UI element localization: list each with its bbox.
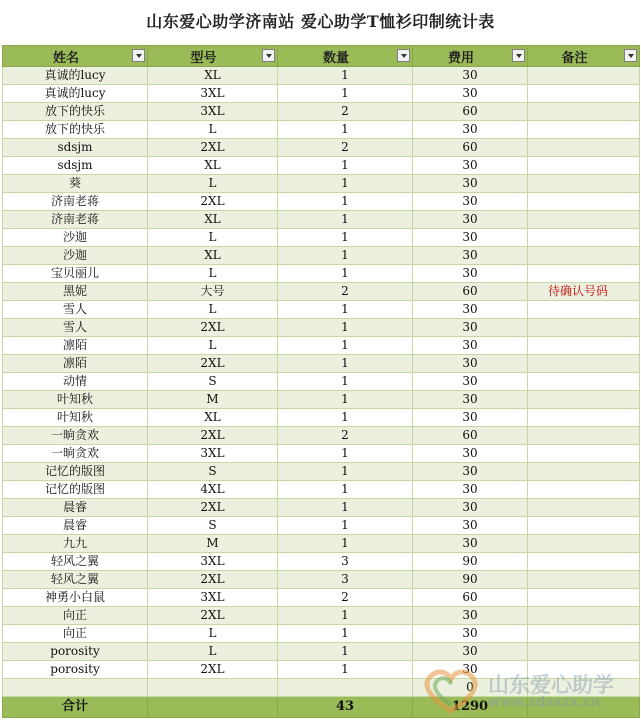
- table-row: [3, 535, 640, 553]
- sheet-title: 山东爱心助学济南站 爱心助学T恤衫印制统计表: [146, 11, 495, 31]
- cell-note[interactable]: [528, 319, 640, 337]
- cell-note[interactable]: [528, 625, 640, 643]
- cell-quantity[interactable]: 1: [278, 643, 413, 661]
- table-row: [3, 319, 640, 337]
- cell-quantity[interactable]: 1: [278, 211, 413, 229]
- table-row: [3, 157, 640, 175]
- cell-note[interactable]: [528, 607, 640, 625]
- cell-size[interactable]: L: [148, 337, 278, 355]
- cell-size[interactable]: 大号: [148, 283, 278, 301]
- table-row: [3, 337, 640, 355]
- cell-size[interactable]: [148, 679, 278, 697]
- cell-name[interactable]: 叶知秋: [3, 409, 148, 427]
- filter-dropdown-icon[interactable]: [132, 49, 145, 62]
- cell-name[interactable]: 轻风之翼: [3, 553, 148, 571]
- cell-fee[interactable]: 30: [413, 445, 528, 463]
- table-row: [3, 193, 640, 211]
- cell-note[interactable]: [528, 355, 640, 373]
- table-row: [3, 175, 640, 193]
- cell-size[interactable]: XL: [148, 157, 278, 175]
- header-label: 型号: [190, 50, 217, 66]
- cell-note[interactable]: [528, 229, 640, 247]
- filter-dropdown-icon[interactable]: [397, 49, 410, 62]
- tshirt-table: [2, 45, 640, 718]
- cell-quantity[interactable]: 1: [278, 355, 413, 373]
- header-fee: [413, 46, 528, 67]
- cell-note[interactable]: [528, 157, 640, 175]
- header-label: 费用: [447, 50, 474, 66]
- table-row: [3, 211, 640, 229]
- table-row: [3, 481, 640, 499]
- cell-note[interactable]: [528, 553, 640, 571]
- cell-name[interactable]: 记忆的版图: [3, 481, 148, 499]
- table-row: [3, 661, 640, 679]
- cell-size[interactable]: 3XL: [148, 103, 278, 121]
- header-label: 姓名: [52, 50, 79, 66]
- cell-size[interactable]: S: [148, 463, 278, 481]
- table-row: [3, 445, 640, 463]
- cell-note[interactable]: [528, 661, 640, 679]
- cell-quantity[interactable]: 1: [278, 175, 413, 193]
- cell-size[interactable]: XL: [148, 409, 278, 427]
- cell-fee[interactable]: 60: [413, 139, 528, 157]
- cell-note[interactable]: [528, 499, 640, 517]
- cell-name[interactable]: porosity: [3, 661, 148, 679]
- table-row: [3, 607, 640, 625]
- cell-size[interactable]: M: [148, 391, 278, 409]
- cell-name[interactable]: 轻风之翼: [3, 571, 148, 589]
- cell-note[interactable]: [528, 175, 640, 193]
- cell-name[interactable]: 晨睿: [3, 499, 148, 517]
- cell-size[interactable]: 2XL: [148, 139, 278, 157]
- blank-row: [3, 679, 640, 697]
- cell-name[interactable]: porosity: [3, 643, 148, 661]
- cell-fee[interactable]: 90: [413, 553, 528, 571]
- cell-note[interactable]: [528, 589, 640, 607]
- cell-quantity[interactable]: 1: [278, 661, 413, 679]
- cell-size[interactable]: 2XL: [148, 661, 278, 679]
- cell-size[interactable]: 4XL: [148, 481, 278, 499]
- cell-name[interactable]: 凛陌: [3, 355, 148, 373]
- cell-quantity[interactable]: 1: [278, 463, 413, 481]
- table-row: [3, 499, 640, 517]
- table-row: [3, 355, 640, 373]
- cell-quantity[interactable]: 1: [278, 265, 413, 283]
- table-row: [3, 409, 640, 427]
- cell-size[interactable]: [148, 697, 278, 718]
- cell-size[interactable]: 3XL: [148, 589, 278, 607]
- header-quantity: [278, 46, 413, 67]
- cell-fee[interactable]: 30: [413, 301, 528, 319]
- cell-size[interactable]: XL: [148, 211, 278, 229]
- cell-fee[interactable]: 30: [413, 499, 528, 517]
- cell-name[interactable]: 济南老蒋: [3, 193, 148, 211]
- cell-quantity[interactable]: 3: [278, 553, 413, 571]
- cell-note[interactable]: [528, 67, 640, 85]
- cell-fee[interactable]: 30: [413, 625, 528, 643]
- cell-name[interactable]: 雪人: [3, 319, 148, 337]
- cell-quantity[interactable]: 1: [278, 319, 413, 337]
- cell-name[interactable]: 沙迦: [3, 247, 148, 265]
- table-body: [3, 67, 640, 679]
- table-row: [3, 229, 640, 247]
- table-row: [3, 67, 640, 85]
- cell-note[interactable]: [528, 337, 640, 355]
- cell-fee[interactable]: 30: [413, 517, 528, 535]
- cell-note[interactable]: [528, 211, 640, 229]
- header-label: 备注: [561, 50, 588, 66]
- table-row: [3, 517, 640, 535]
- cell-fee[interactable]: 60: [413, 589, 528, 607]
- cell-fee[interactable]: 30: [413, 211, 528, 229]
- cell-fee[interactable]: 30: [413, 391, 528, 409]
- cell-quantity[interactable]: 1: [278, 247, 413, 265]
- table-row: [3, 103, 640, 121]
- cell-name[interactable]: 晨睿: [3, 517, 148, 535]
- cell-fee[interactable]: 30: [413, 121, 528, 139]
- cell-quantity[interactable]: 1: [278, 445, 413, 463]
- watermark-text: 山东爱心助学: [488, 673, 614, 697]
- filter-dropdown-icon[interactable]: [624, 49, 637, 62]
- cell-name[interactable]: 神勇小白鼠: [3, 589, 148, 607]
- cell-fee[interactable]: 30: [413, 643, 528, 661]
- cell-size[interactable]: 2XL: [148, 193, 278, 211]
- cell-note[interactable]: [528, 265, 640, 283]
- cell-quantity[interactable]: 1: [278, 193, 413, 211]
- cell-note[interactable]: [528, 391, 640, 409]
- cell-size[interactable]: 3XL: [148, 445, 278, 463]
- cell-name[interactable]: 一晌贪欢: [3, 445, 148, 463]
- cell-name[interactable]: [3, 679, 148, 697]
- cell-size[interactable]: L: [148, 175, 278, 193]
- cell-quantity[interactable]: 1: [278, 607, 413, 625]
- cell-quantity[interactable]: 1: [278, 157, 413, 175]
- cell-fee[interactable]: 30: [413, 175, 528, 193]
- cell-note[interactable]: [528, 247, 640, 265]
- cell-quantity[interactable]: 1: [278, 337, 413, 355]
- cell-quantity[interactable]: 2: [278, 283, 413, 301]
- table-row: [3, 283, 640, 301]
- total-fee[interactable]: 1290: [413, 697, 528, 718]
- table-row: [3, 391, 640, 409]
- cell-size[interactable]: 2XL: [148, 427, 278, 445]
- table-row: [3, 463, 640, 481]
- cell-name[interactable]: 九九: [3, 535, 148, 553]
- cell-name[interactable]: 动情: [3, 373, 148, 391]
- spreadsheet: [2, 45, 639, 718]
- cell-size[interactable]: XL: [148, 247, 278, 265]
- table-row: [3, 301, 640, 319]
- cell-name[interactable]: 放下的快乐: [3, 121, 148, 139]
- cell-quantity[interactable]: 1: [278, 409, 413, 427]
- cell-quantity[interactable]: 1: [278, 229, 413, 247]
- cell-fee[interactable]: 30: [413, 337, 528, 355]
- cell-quantity[interactable]: 1: [278, 391, 413, 409]
- cell-note[interactable]: [528, 301, 640, 319]
- cell-size[interactable]: L: [148, 229, 278, 247]
- cell-size[interactable]: L: [148, 265, 278, 283]
- cell-note[interactable]: 待确认号码: [528, 283, 640, 301]
- header-name: [3, 46, 148, 67]
- cell-size[interactable]: 2XL: [148, 571, 278, 589]
- cell-size[interactable]: 2XL: [148, 319, 278, 337]
- cell-quantity[interactable]: 2: [278, 139, 413, 157]
- cell-quantity[interactable]: 1: [278, 301, 413, 319]
- cell-name[interactable]: 凛陌: [3, 337, 148, 355]
- cell-name[interactable]: 真诚的lucy: [3, 67, 148, 85]
- cell-fee[interactable]: 30: [413, 157, 528, 175]
- cell-name[interactable]: 雪人: [3, 301, 148, 319]
- cell-note[interactable]: [528, 193, 640, 211]
- header-row: [3, 46, 640, 67]
- cell-note[interactable]: [528, 481, 640, 499]
- cell-note[interactable]: [528, 679, 640, 697]
- cell-name[interactable]: 济南老蒋: [3, 211, 148, 229]
- cell-quantity[interactable]: 2: [278, 427, 413, 445]
- cell-note[interactable]: [528, 445, 640, 463]
- cell-name[interactable]: 向正: [3, 607, 148, 625]
- cell-fee[interactable]: 30: [413, 85, 528, 103]
- cell-name[interactable]: sdsjm: [3, 139, 148, 157]
- cell-fee[interactable]: 30: [413, 661, 528, 679]
- cell-size[interactable]: XL: [148, 67, 278, 85]
- cell-note[interactable]: [528, 409, 640, 427]
- table-row: [3, 85, 640, 103]
- cell-name[interactable]: 放下的快乐: [3, 103, 148, 121]
- cell-fee[interactable]: 60: [413, 283, 528, 301]
- cell-note[interactable]: [528, 517, 640, 535]
- table-row: [3, 571, 640, 589]
- table-row: [3, 247, 640, 265]
- cell-size[interactable]: L: [148, 643, 278, 661]
- watermark-url: www.sdaxzx.cn: [488, 695, 601, 710]
- cell-name[interactable]: 一晌贪欢: [3, 427, 148, 445]
- cell-quantity[interactable]: 1: [278, 499, 413, 517]
- filter-dropdown-icon[interactable]: [512, 49, 525, 62]
- cell-fee[interactable]: 30: [413, 373, 528, 391]
- cell-size[interactable]: S: [148, 517, 278, 535]
- cell-note[interactable]: [528, 643, 640, 661]
- cell-fee[interactable]: 60: [413, 103, 528, 121]
- cell-quantity[interactable]: 2: [278, 103, 413, 121]
- cell-size[interactable]: 2XL: [148, 499, 278, 517]
- cell-size[interactable]: 2XL: [148, 607, 278, 625]
- table-row: [3, 373, 640, 391]
- total-label[interactable]: 合计: [3, 697, 148, 718]
- cell-quantity[interactable]: 1: [278, 517, 413, 535]
- cell-fee[interactable]: 30: [413, 409, 528, 427]
- cell-fee[interactable]: 30: [413, 355, 528, 373]
- cell-fee[interactable]: 0: [413, 679, 528, 697]
- cell-size[interactable]: 3XL: [148, 85, 278, 103]
- table-row: [3, 265, 640, 283]
- cell-fee[interactable]: 30: [413, 193, 528, 211]
- cell-note[interactable]: [528, 373, 640, 391]
- cell-fee[interactable]: 30: [413, 481, 528, 499]
- header-note: [528, 46, 640, 67]
- cell-name[interactable]: 向正: [3, 625, 148, 643]
- cell-quantity[interactable]: 1: [278, 625, 413, 643]
- cell-fee[interactable]: 30: [413, 607, 528, 625]
- filter-dropdown-icon[interactable]: [262, 49, 275, 62]
- cell-name[interactable]: 葵: [3, 175, 148, 193]
- total-row: [3, 697, 640, 718]
- header-label: 数量: [322, 50, 349, 66]
- cell-name[interactable]: 黑妮: [3, 283, 148, 301]
- cell-name[interactable]: 记忆的版图: [3, 463, 148, 481]
- table-row: [3, 139, 640, 157]
- total-quantity[interactable]: 43: [278, 697, 413, 718]
- table-row: [3, 625, 640, 643]
- cell-quantity[interactable]: 1: [278, 67, 413, 85]
- cell-quantity[interactable]: 2: [278, 589, 413, 607]
- cell-quantity[interactable]: 1: [278, 481, 413, 499]
- cell-fee[interactable]: 30: [413, 67, 528, 85]
- cell-fee[interactable]: 90: [413, 571, 528, 589]
- cell-size[interactable]: L: [148, 301, 278, 319]
- cell-size[interactable]: 2XL: [148, 355, 278, 373]
- table-row: [3, 121, 640, 139]
- cell-name[interactable]: 真诚的lucy: [3, 85, 148, 103]
- cell-fee[interactable]: 30: [413, 319, 528, 337]
- cell-fee[interactable]: 30: [413, 463, 528, 481]
- cell-quantity[interactable]: 1: [278, 373, 413, 391]
- cell-size[interactable]: 3XL: [148, 553, 278, 571]
- cell-note[interactable]: [528, 85, 640, 103]
- cell-quantity[interactable]: 1: [278, 85, 413, 103]
- cell-note[interactable]: [528, 427, 640, 445]
- cell-quantity[interactable]: [278, 679, 413, 697]
- cell-fee[interactable]: 60: [413, 427, 528, 445]
- cell-size[interactable]: L: [148, 121, 278, 139]
- cell-name[interactable]: 宝贝丽儿: [3, 265, 148, 283]
- cell-quantity[interactable]: 3: [278, 571, 413, 589]
- table-row: [3, 643, 640, 661]
- cell-note[interactable]: [528, 571, 640, 589]
- header-size: [148, 46, 278, 67]
- cell-size[interactable]: M: [148, 535, 278, 553]
- cell-quantity[interactable]: 1: [278, 121, 413, 139]
- cell-fee[interactable]: 30: [413, 247, 528, 265]
- cell-quantity[interactable]: 1: [278, 535, 413, 553]
- cell-fee[interactable]: 30: [413, 535, 528, 553]
- cell-size[interactable]: L: [148, 625, 278, 643]
- cell-size[interactable]: S: [148, 373, 278, 391]
- cell-note[interactable]: [528, 697, 640, 718]
- table-row: [3, 553, 640, 571]
- cell-name[interactable]: sdsjm: [3, 157, 148, 175]
- cell-fee[interactable]: 30: [413, 229, 528, 247]
- cell-name[interactable]: 沙迦: [3, 229, 148, 247]
- table-row: [3, 589, 640, 607]
- cell-note[interactable]: [528, 535, 640, 553]
- table-row: [3, 427, 640, 445]
- cell-name[interactable]: 叶知秋: [3, 391, 148, 409]
- cell-fee[interactable]: 30: [413, 265, 528, 283]
- cell-note[interactable]: [528, 139, 640, 157]
- cell-note[interactable]: [528, 121, 640, 139]
- cell-note[interactable]: [528, 463, 640, 481]
- cell-note[interactable]: [528, 103, 640, 121]
